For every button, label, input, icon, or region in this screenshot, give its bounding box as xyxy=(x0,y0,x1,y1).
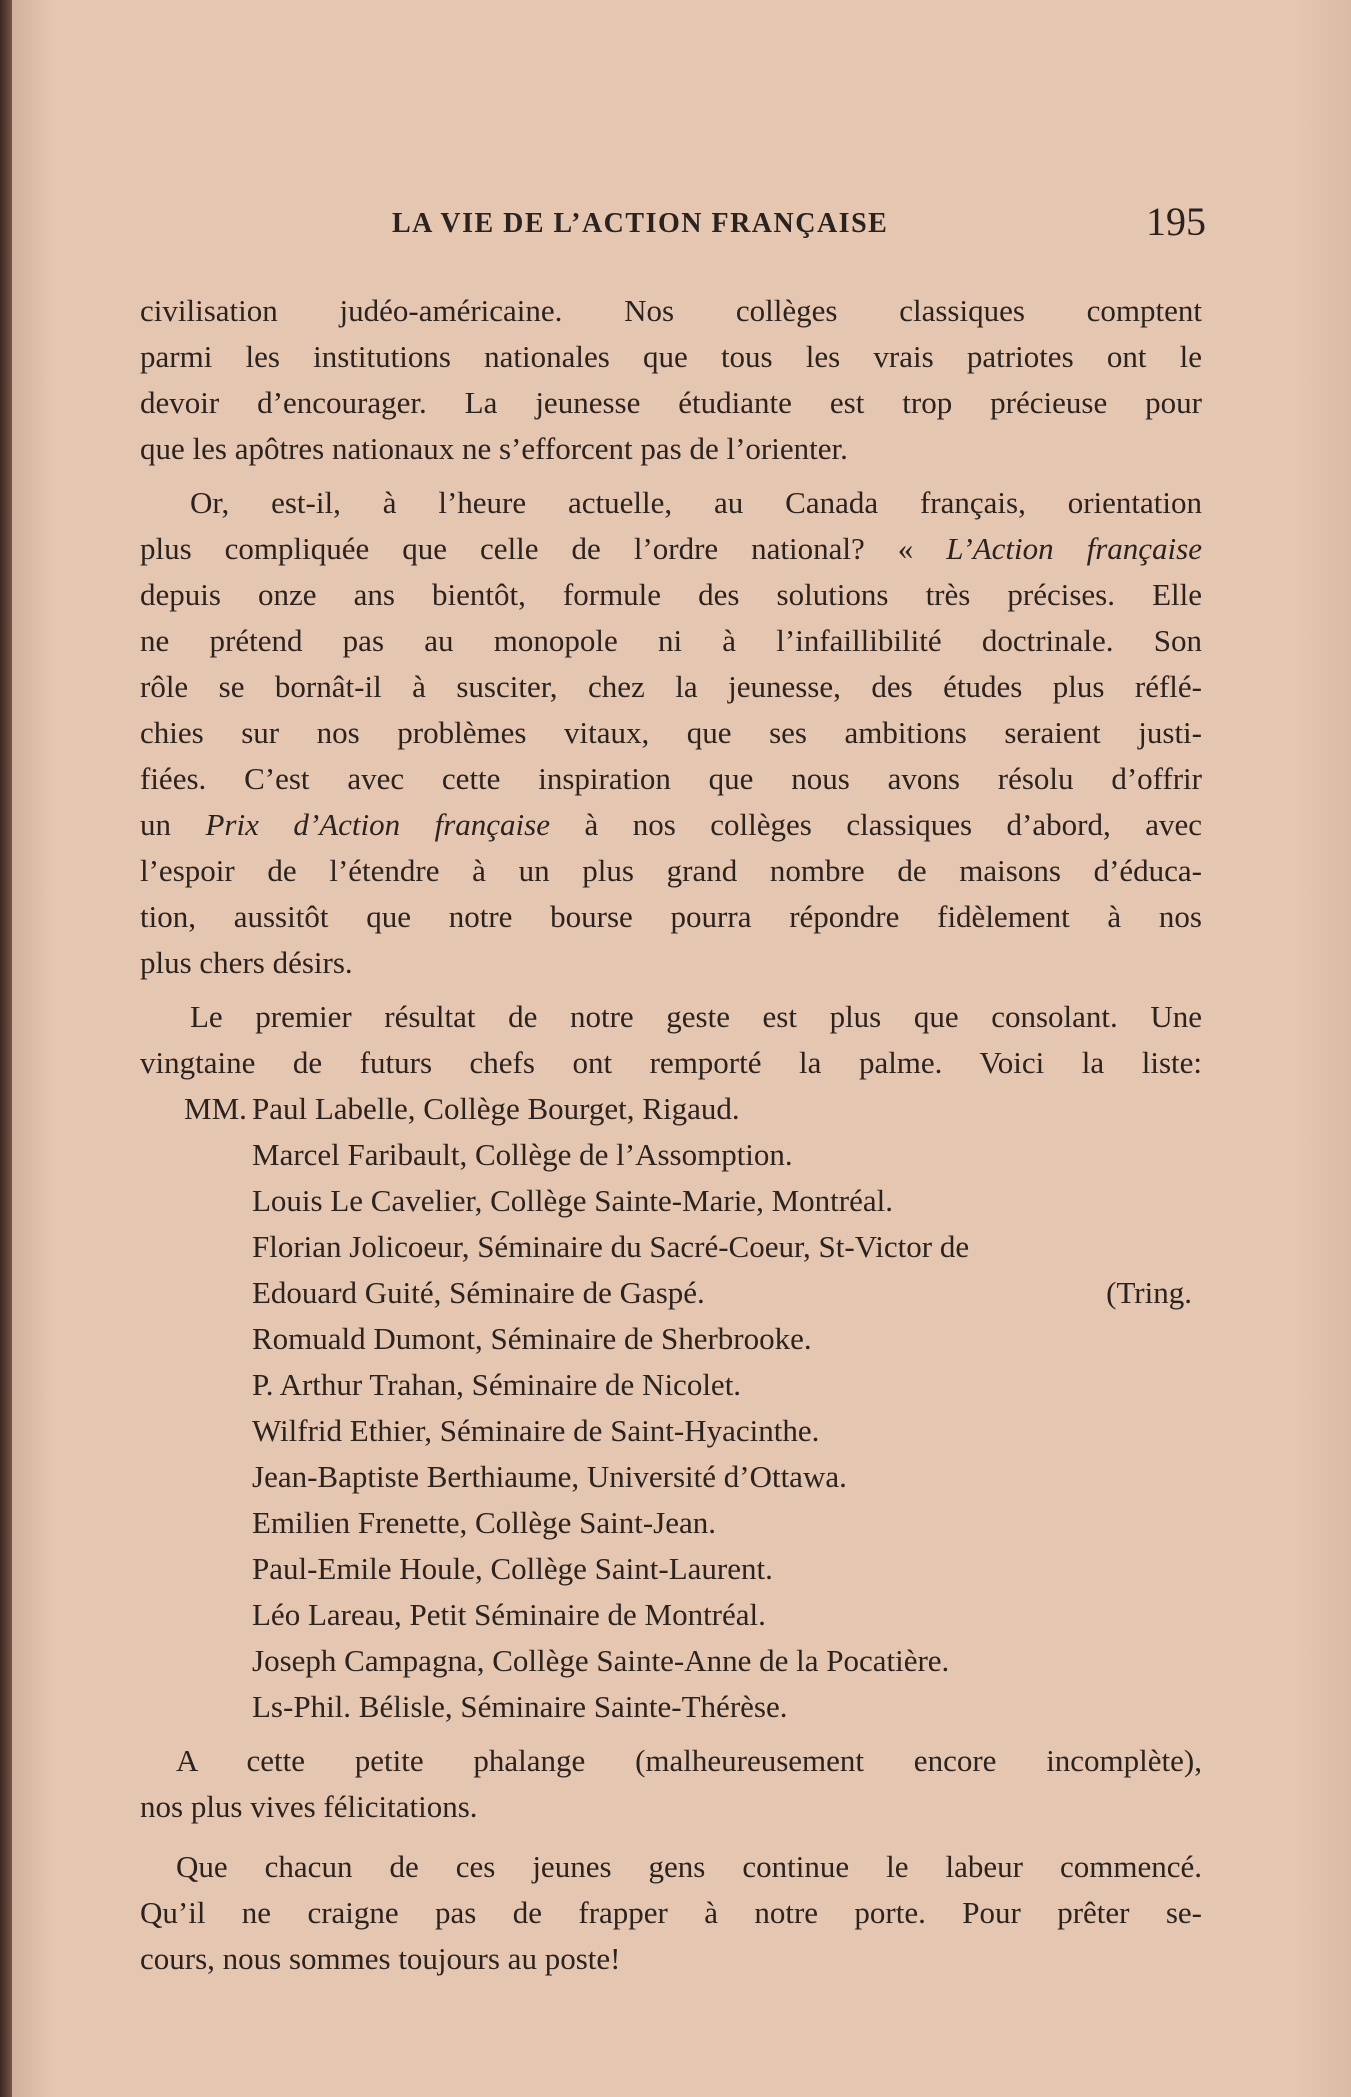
list-item xyxy=(140,1638,1202,1684)
list-prefix: MM. xyxy=(184,1091,247,1126)
paragraph-2 xyxy=(140,480,1202,986)
laureate-entry: Marcel Faribault, Collège de l’Assomption. xyxy=(252,1137,793,1172)
text-line: rôle se bornât-il à susciter, chez la jeunesse, des études plus réflé- xyxy=(140,669,1202,704)
book-page xyxy=(12,0,1351,2097)
text-line: devoir d’encourager. La jeunesse étudiante est trop précieuse pour xyxy=(140,385,1202,420)
list-item xyxy=(140,1546,1202,1592)
text-line: civilisation judéo-américaine. Nos collèges classiques comptent xyxy=(140,293,1202,328)
book-spine-shadow xyxy=(0,0,12,2097)
running-title: LA VIE DE L’ACTION FRANÇAISE xyxy=(392,208,889,239)
text-line: Que chacun de ces jeunes gens continue le labeur commencé. xyxy=(176,1849,1202,1884)
paragraph-3 xyxy=(140,994,1202,1086)
text-line: tion, aussitôt que notre bourse pourra répondre fidèlement à nos xyxy=(140,899,1202,934)
paragraph-5 xyxy=(140,1844,1202,1982)
list-item xyxy=(140,1454,1202,1500)
laureate-entry: Ls-Phil. Bélisle, Séminaire Sainte-Thérèse. xyxy=(252,1689,788,1724)
text-segment: un xyxy=(140,807,171,842)
laureate-entry: Paul Labelle, Collège Bourget, Rigaud. xyxy=(252,1091,740,1126)
text-line: chies sur nos problèmes vitaux, que ses ambitions seraient justi- xyxy=(140,715,1202,750)
paragraph-1 xyxy=(140,288,1202,472)
list-item xyxy=(140,1270,1202,1316)
list-item xyxy=(140,1592,1202,1638)
list-item xyxy=(140,1362,1202,1408)
text-segment: à nos collèges classiques d’abord, avec xyxy=(584,807,1202,842)
laureate-entry: Joseph Campagna, Collège Sainte-Anne de la Pocatière. xyxy=(252,1643,950,1678)
laureate-entry: Léo Lareau, Petit Séminaire de Montréal. xyxy=(252,1597,766,1632)
prize-title: Prix d’Action française xyxy=(205,807,550,842)
text-segment: plus compliquée que celle de l’ordre national? « xyxy=(140,531,914,566)
text-line: Or, est-il, à l’heure actuelle, au Canada français, orientation xyxy=(190,485,1202,520)
laureate-entry: Paul-Emile Houle, Collège Saint-Laurent. xyxy=(252,1551,773,1586)
laureate-entry: Wilfrid Ethier, Séminaire de Saint-Hyacinthe. xyxy=(252,1413,820,1448)
list-item xyxy=(140,1224,1202,1270)
text-line: l’espoir de l’étendre à un plus grand nombre de maisons d’éduca- xyxy=(140,853,1202,888)
text-line: Le premier résultat de notre geste est plus que consolant. Une xyxy=(190,999,1202,1034)
paragraph-4 xyxy=(140,1738,1202,1830)
laureate-list xyxy=(140,1086,1202,1730)
page-header xyxy=(392,198,1212,248)
text-line xyxy=(140,802,1202,848)
text-line: vingtaine de futurs chefs ont remporté la palme. Voici la liste: xyxy=(140,1045,1202,1080)
journal-title: L’Action française xyxy=(946,531,1202,566)
list-item xyxy=(140,1316,1202,1362)
text-line: plus chers désirs. xyxy=(140,945,353,980)
list-item xyxy=(140,1500,1202,1546)
laureate-entry: Jean-Baptiste Berthiaume, Université d’Ottawa. xyxy=(252,1459,847,1494)
laureate-entry: Louis Le Cavelier, Collège Sainte-Marie, Montréal. xyxy=(252,1183,893,1218)
text-line: ne prétend pas au monopole ni à l’infaillibilité doctrinale. Son xyxy=(140,623,1202,658)
text-line: que les apôtres nationaux ne s’efforcent pas de l’orienter. xyxy=(140,431,848,466)
laureate-entry: Emilien Frenette, Collège Saint-Jean. xyxy=(252,1505,717,1540)
laureate-entry: Romuald Dumont, Séminaire de Sherbrooke. xyxy=(252,1321,812,1356)
page-body xyxy=(140,288,1202,1982)
continuation-note: (Tring. xyxy=(1106,1275,1192,1310)
list-item xyxy=(140,1132,1202,1178)
list-item xyxy=(140,1408,1202,1454)
text-line xyxy=(140,526,1202,572)
text-line: nos plus vives félicitations. xyxy=(140,1789,478,1824)
laureate-entry: Florian Jolicoeur, Séminaire du Sacré-Coeur, St-Victor de xyxy=(252,1229,970,1264)
text-line: Qu’il ne craigne pas de frapper à notre porte. Pour prêter se- xyxy=(140,1895,1202,1930)
text-line: cours, nous sommes toujours au poste! xyxy=(140,1941,621,1976)
laureate-entry: Edouard Guité, Séminaire de Gaspé. xyxy=(252,1275,705,1310)
page-number: 195 xyxy=(1146,199,1206,244)
text-line: A cette petite phalange (malheureusement encore incomplète), xyxy=(176,1743,1202,1778)
text-line: depuis onze ans bientôt, formule des solutions très précises. Elle xyxy=(140,577,1202,612)
list-item xyxy=(140,1684,1202,1730)
list-item xyxy=(140,1086,1202,1132)
list-item xyxy=(140,1178,1202,1224)
text-line: parmi les institutions nationales que tous les vrais patriotes ont le xyxy=(140,339,1202,374)
text-line: fiées. C’est avec cette inspiration que nous avons résolu d’offrir xyxy=(140,761,1202,796)
laureate-entry: P. Arthur Trahan, Séminaire de Nicolet. xyxy=(252,1367,742,1402)
